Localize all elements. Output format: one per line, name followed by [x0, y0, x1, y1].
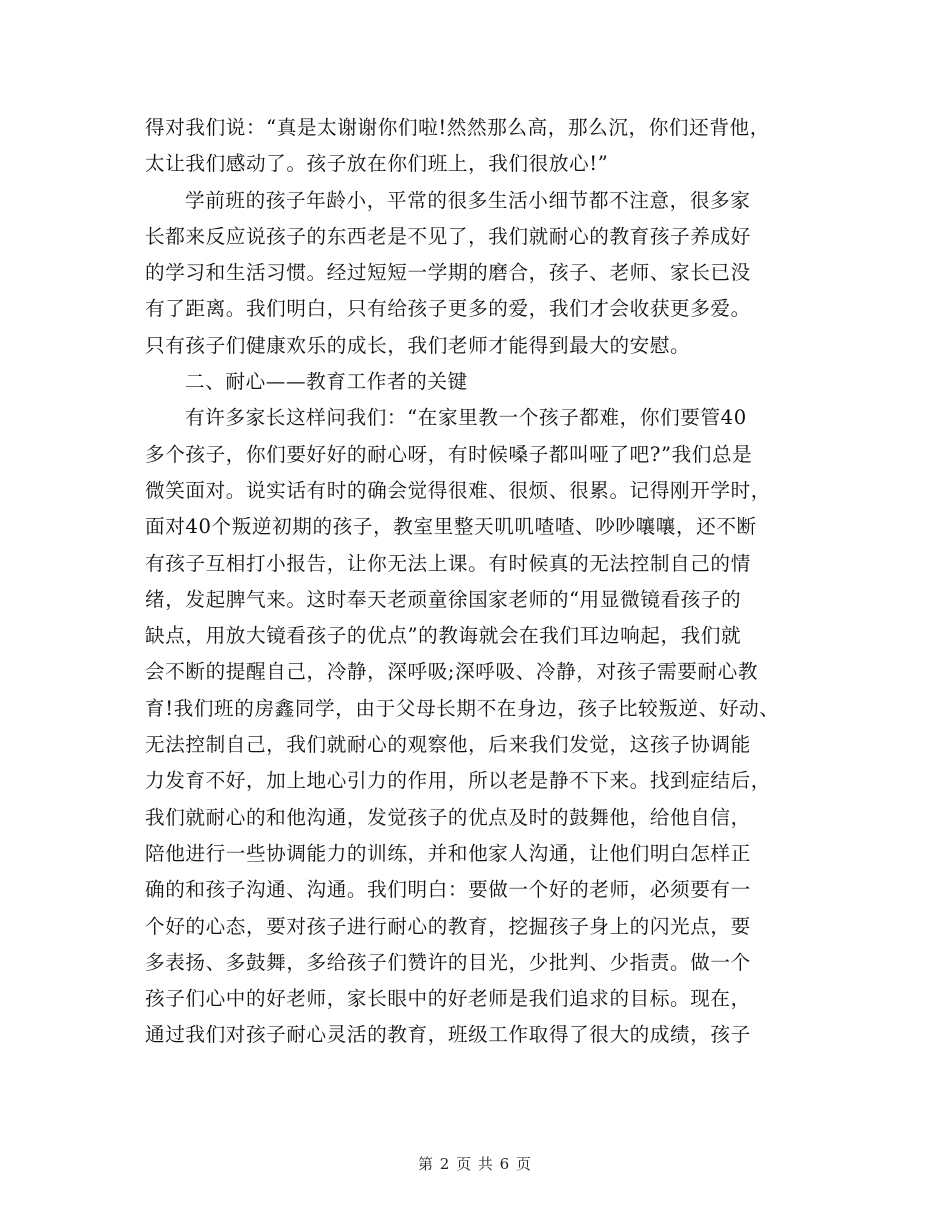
- text-line: 得对我们说：“真是太谢谢你们啦!然然那么高，那么沉，你们还背他，: [145, 116, 770, 139]
- body-text: [145, 110, 825, 1054]
- text-line: 通过我们对孩子耐心灵活的教育，班级工作取得了很大的成绩，孩子: [145, 1023, 751, 1047]
- text-line: 只有孩子们健康欢乐的成长，我们老师才能得到最大的安慰。: [145, 333, 691, 357]
- text-line: 有孩子互相打小报告，让你无法上课。有时候真的无法控制自己的情: [145, 551, 751, 575]
- text-line: 育!我们班的房鑫同学，由于父母长期不在身边，孩子比较叛逆、好动、: [145, 696, 780, 720]
- text-line: 确的和孩子沟通、沟通。我们明白：要做一个好的老师，必须要有一: [145, 878, 751, 902]
- text-line: 我们就耐心的和他沟通，发觉孩子的优点及时的鼓舞他，给他自信，: [145, 805, 751, 829]
- text-line: 力发育不好，加上地心引力的作用，所以老是静不下来。找到症结后，: [145, 769, 772, 793]
- text-line: 有许多家长这样问我们：“在家里教一个孩子都难，你们要管40: [185, 406, 747, 430]
- text-line: 太让我们感动了。孩子放在你们班上，我们很放心!”: [145, 152, 609, 176]
- text-line: 多个孩子，你们要好好的耐心呀，有时候嗓子都叫哑了吧?”我们总是: [145, 442, 753, 466]
- text-line: 微笑面对。说实话有时的确会觉得很难、很烦、很累。记得刚开学时，: [145, 478, 772, 502]
- section-heading: 二、耐心——教育工作者的关键: [185, 370, 468, 394]
- text-line: 孩子们心中的好老师，家长眼中的好老师是我们追求的目标。现在，: [145, 987, 751, 1011]
- text-line: 无法控制自己，我们就耐心的观察他，后来我们发觉，这孩子协调能: [145, 733, 751, 757]
- text-line: 会不断的提醒自己，冷静，深呼吸;深呼吸、冷静，对孩子需要耐心教: [145, 660, 759, 684]
- text-line: 长都来反应说孩子的东西老是不见了，我们就耐心的教育孩子养成好: [145, 224, 751, 248]
- text-line: 面对40个叛逆初期的孩子，教室里整天叽叽喳喳、吵吵嚷嚷，还不断: [145, 515, 757, 539]
- text-line: 缺点，用放大镜看孩子的优点”的教诲就会在我们耳边响起，我们就: [145, 624, 742, 648]
- text-line: 陪他进行一些协调能力的训练，并和他家人沟通，让他们明白怎样正: [145, 841, 751, 865]
- text-line: 个好的心态，要对孩子进行耐心的教育，挖掘孩子身上的闪光点，要: [145, 914, 751, 938]
- page-number-footer: 第 2 页 共 6 页: [418, 1155, 532, 1173]
- text-line: 学前班的孩子年龄小，平常的很多生活小细节都不注意，很多家: [185, 188, 751, 212]
- text-line: 多表扬、多鼓舞，多给孩子们赞许的目光，少批判、少指责。做一个: [145, 950, 751, 974]
- text-line: 的学习和生活习惯。经过短短一学期的磨合，孩子、老师、家长已没: [145, 261, 751, 285]
- text-line: 有了距离。我们明白，只有给孩子更多的爱，我们才会收获更多爱。: [145, 297, 751, 321]
- text-line: 绪，发起脾气来。这时奉天老顽童徐国家老师的“用显微镜看孩子的: [145, 587, 742, 611]
